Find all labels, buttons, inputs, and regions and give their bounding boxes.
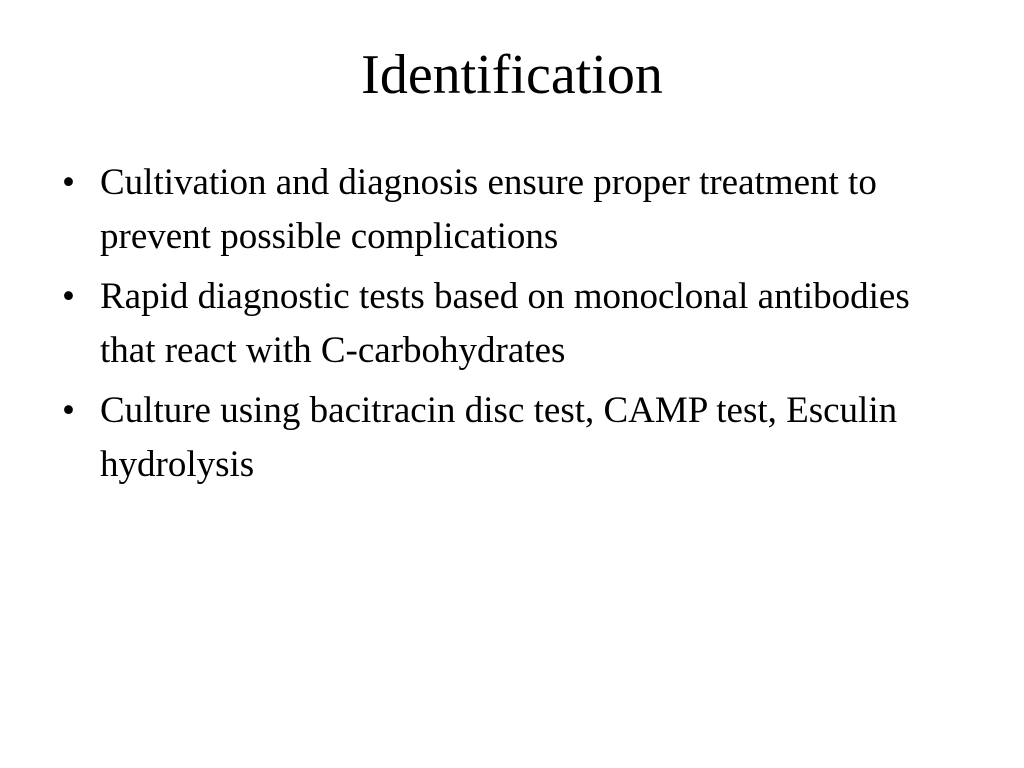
- bullet-icon: •: [62, 276, 75, 317]
- bullet-text: Culture using bacitracin disc test, CAMP test, Esculin hydrolysis: [100, 390, 898, 485]
- bullet-icon: •: [62, 390, 75, 431]
- bullet-text: Rapid diagnostic tests based on monoclonal antibodies that react with C-carbohydrates: [100, 276, 910, 371]
- bullet-item: [62, 270, 962, 378]
- bullet-list: [62, 156, 962, 498]
- bullet-text: Cultivation and diagnosis ensure proper treatment to prevent possible complications: [100, 162, 877, 257]
- bullet-item: [62, 156, 962, 264]
- bullet-item: [62, 384, 962, 492]
- slide-title: Identification: [361, 44, 663, 106]
- bullet-icon: •: [62, 162, 75, 203]
